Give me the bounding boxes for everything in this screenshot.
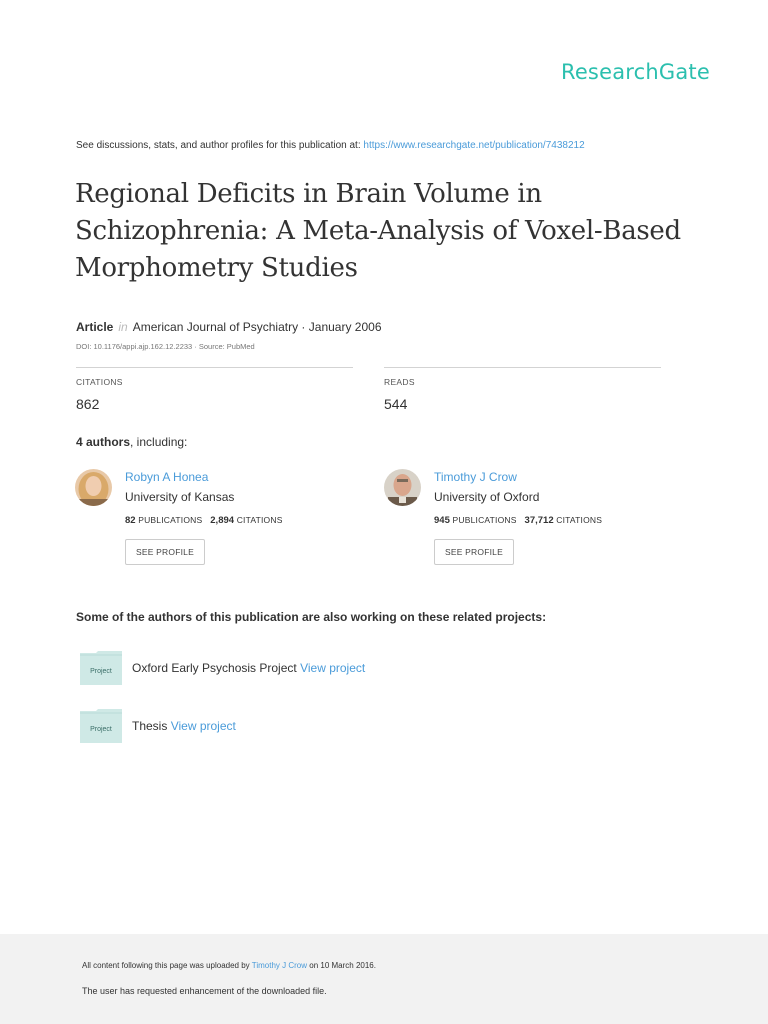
reads-stat [384, 367, 661, 412]
see-profile-button[interactable]: SEE PROFILE [125, 539, 205, 565]
reads-count: 544 [384, 396, 408, 412]
citations-label: CITATIONS [76, 377, 123, 387]
author-name[interactable]: Robyn A Honea [125, 470, 209, 484]
footer [0, 934, 768, 1024]
author-name[interactable]: Timothy J Crow [434, 470, 517, 484]
avatar[interactable] [384, 469, 421, 506]
author-card-2 [384, 469, 684, 569]
authors-count: 4 authors [76, 435, 131, 449]
journal-date[interactable]: American Journal of Psychiatry · January 2006 [132, 320, 382, 334]
author-stats [125, 515, 283, 526]
in-label: in [118, 320, 128, 334]
author-citations-label: CITATIONS [236, 515, 283, 525]
discussions-line [76, 140, 585, 151]
project-name: Thesis [132, 719, 168, 733]
project-name: Oxford Early Psychosis Project [132, 661, 297, 675]
upload-prefix: All content following this page was uploaded by [82, 961, 250, 970]
author-citations-count: 2,894 [210, 515, 235, 526]
project-badge-label: Project [90, 726, 112, 733]
uploader-link[interactable]: Timothy J Crow [251, 961, 308, 970]
upload-suffix: on 10 March 2016. [309, 961, 376, 970]
related-projects-heading: Some of the authors of this publication are also working on these related projects: [76, 610, 547, 624]
author-institution: University of Oxford [434, 490, 540, 504]
author-stats [434, 515, 602, 526]
project-text [132, 661, 365, 675]
author-card-1 [75, 469, 375, 569]
author-citations-count: 37,712 [524, 515, 554, 526]
publications-count: 945 [434, 515, 450, 526]
avatar[interactable] [75, 469, 112, 506]
reads-label: READS [384, 377, 415, 387]
project-folder-icon [80, 709, 122, 743]
view-project-link[interactable]: View project [170, 719, 236, 733]
project-text [132, 719, 236, 733]
researchgate-logo[interactable]: ResearchGate [560, 60, 710, 84]
paper-title: Regional Deficits in Brain Volume in Schizophrenia: A Meta-Analysis of Voxel-Based Morphometry Studies [75, 179, 681, 283]
author-citations-label: CITATIONS [556, 515, 603, 525]
project-item [80, 709, 480, 745]
publications-label: PUBLICATIONS [138, 515, 203, 525]
project-badge-label: Project [90, 668, 112, 675]
project-item [80, 651, 480, 687]
project-folder-icon [80, 651, 122, 685]
see-profile-button[interactable]: SEE PROFILE [434, 539, 514, 565]
publications-label: PUBLICATIONS [452, 515, 517, 525]
publications-count: 82 [125, 515, 136, 526]
authors-suffix: , including: [130, 435, 188, 449]
paper-meta [76, 320, 382, 334]
paper-type: Article [76, 320, 114, 334]
publication-url-link[interactable]: https://www.researchgate.net/publication/7438212 [363, 140, 585, 151]
enhancement-note: The user has requested enhancement of the downloaded file. [82, 986, 327, 996]
authors-heading [76, 435, 187, 449]
view-project-link[interactable]: View project [300, 661, 366, 675]
upload-info [82, 961, 376, 970]
citations-count: 862 [76, 396, 100, 412]
doi-source: DOI: 10.1176/appi.ajp.162.12.2233 · Source: PubMed [76, 342, 255, 351]
discussions-text: See discussions, stats, and author profiles for this publication at: [76, 140, 361, 151]
citations-stat [76, 367, 353, 412]
author-institution: University of Kansas [125, 490, 235, 504]
